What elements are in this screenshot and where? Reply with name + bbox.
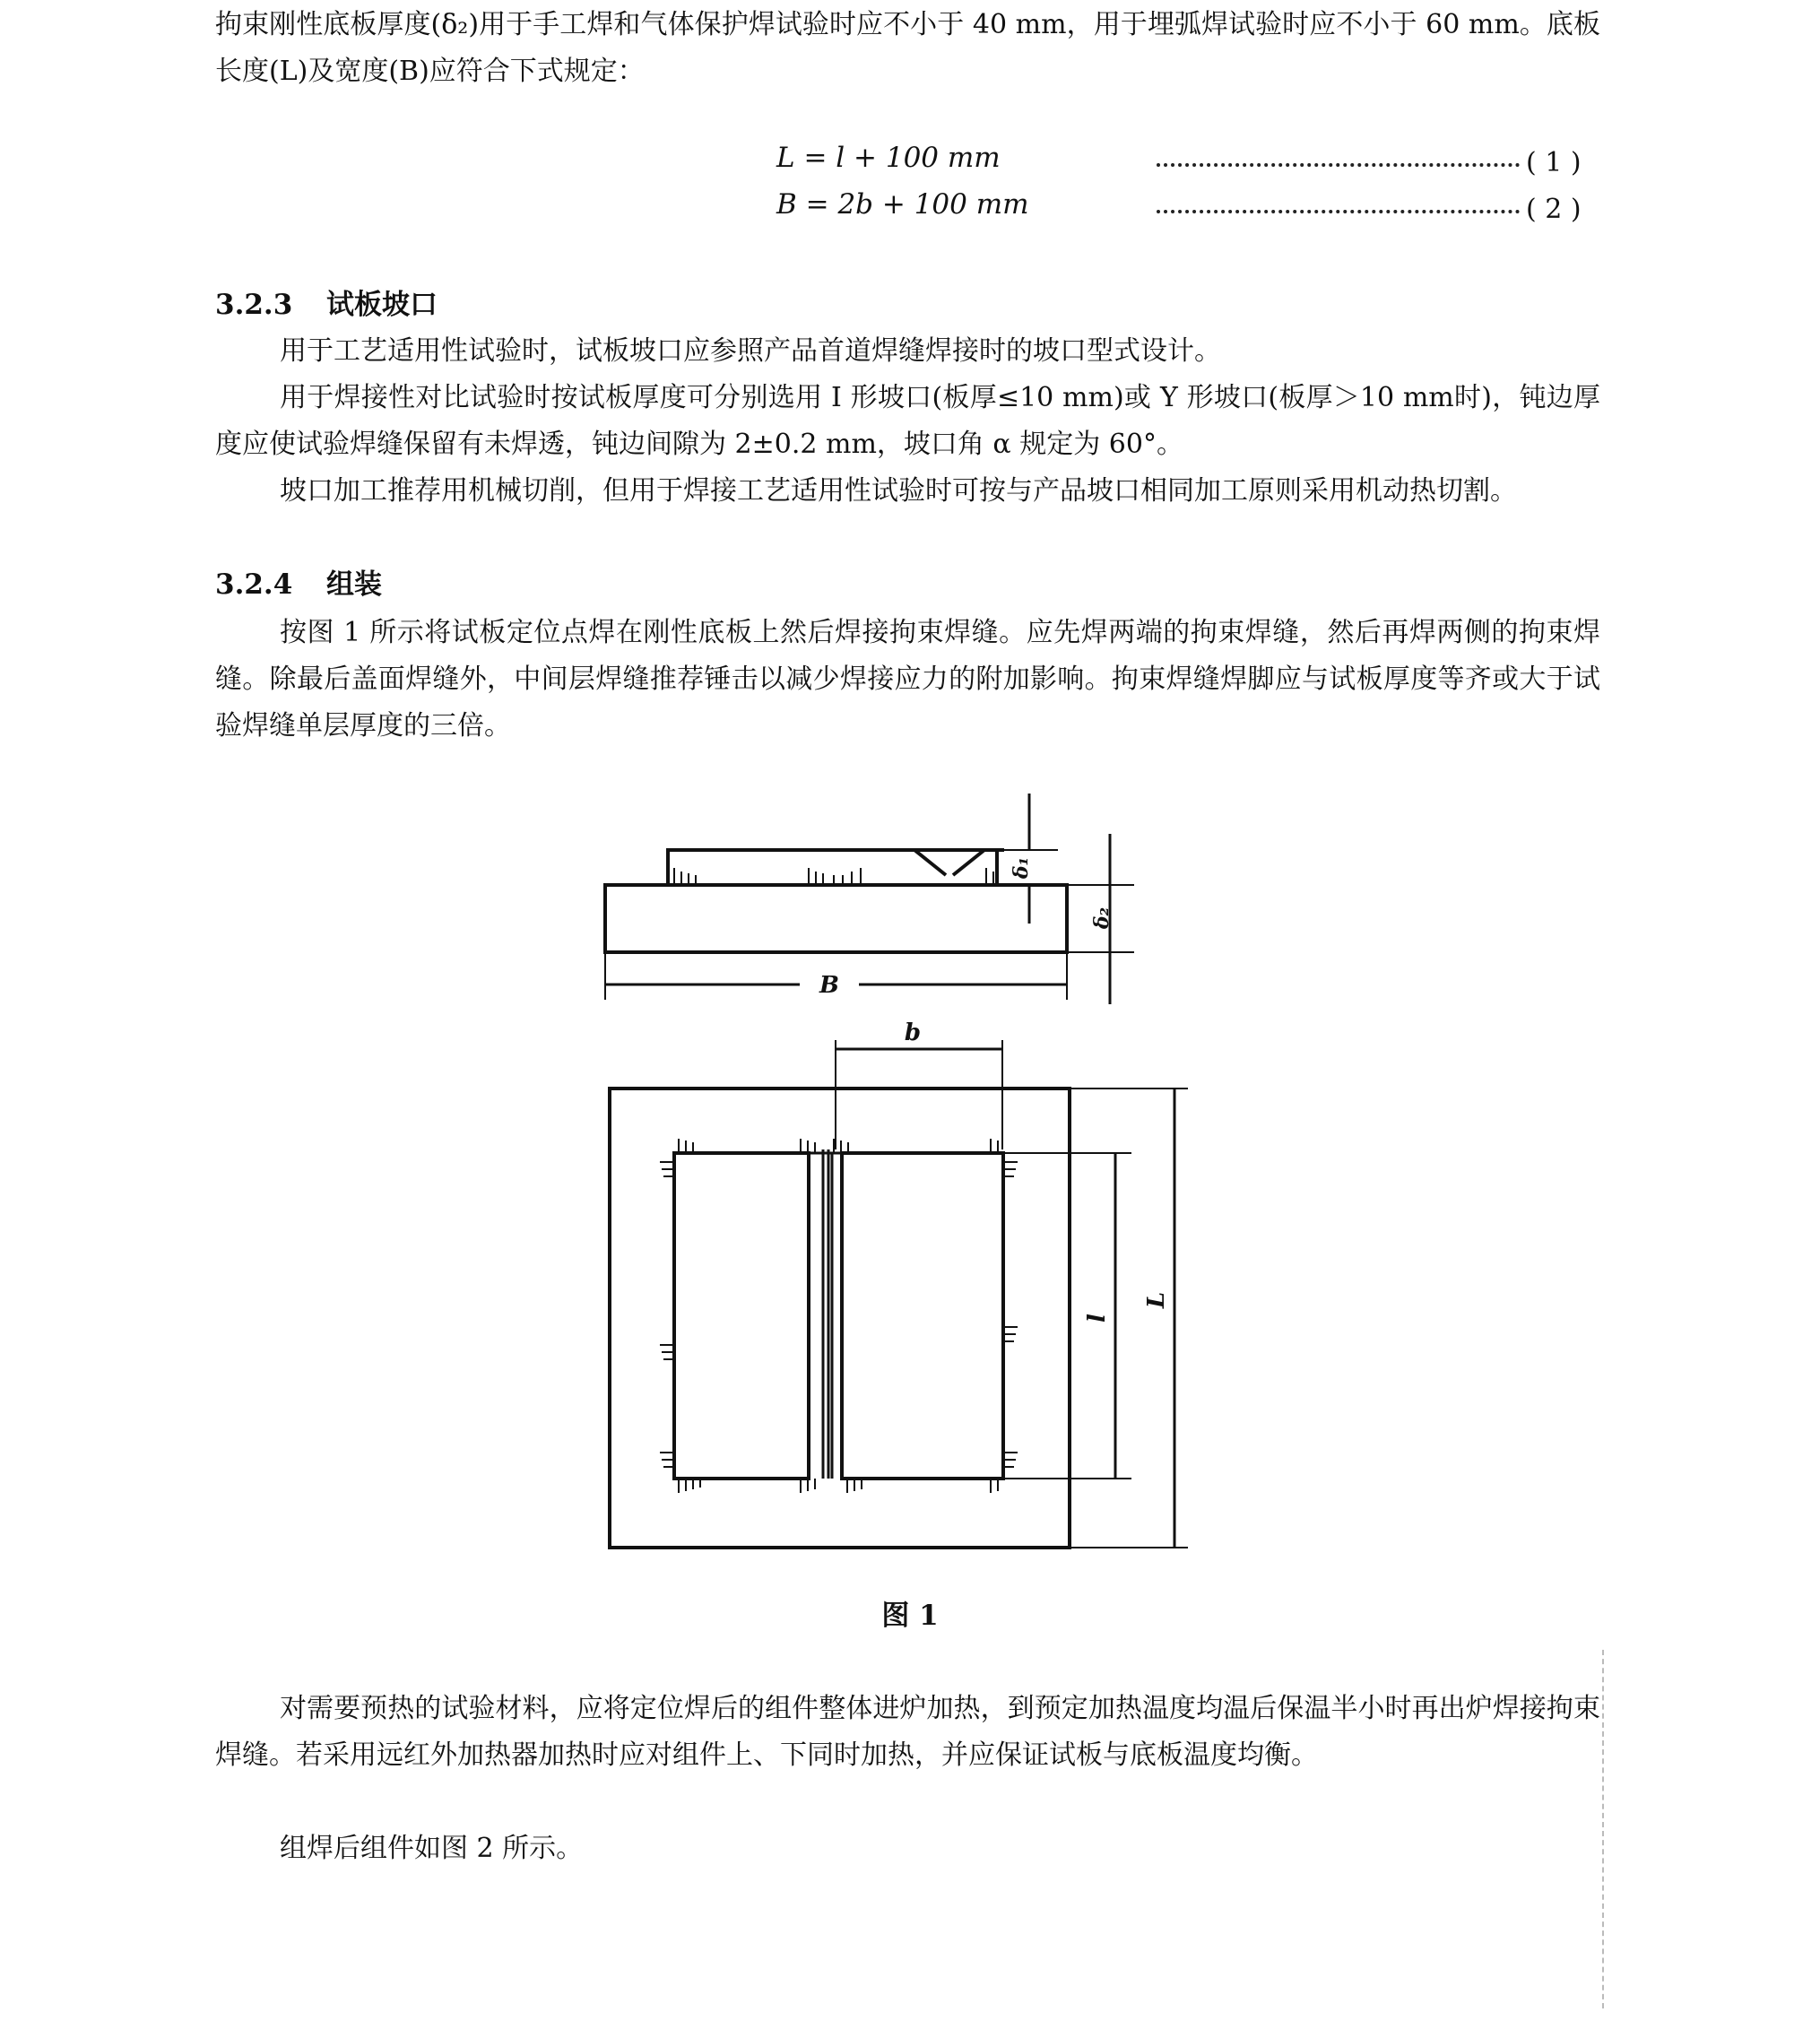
label-l: l <box>1084 1314 1111 1323</box>
section-title: 组装 <box>326 568 382 601</box>
equation-2: B = 2b + 100 mm <box>776 188 1029 221</box>
label-delta1: δ₁ <box>1010 856 1033 880</box>
label-b: b <box>904 1019 922 1046</box>
paragraph-assembly: 按图 1 所示将试板定位点焊在刚性底板上然后焊接拘束焊缝。应先焊两端的拘束焊缝，然后再焊两侧的拘束焊缝。除最后盖面焊缝外，中间层焊缝推荐锤击以减少焊接应力的附加影响。拘束焊缝焊脚应与试板厚度等齐或大于试验焊缝单层厚度的三倍。 <box>215 617 1600 742</box>
equation-2-number: ( 2 ) <box>1526 194 1582 225</box>
test-plate-left-side <box>668 850 1004 885</box>
section-number: 3.2.3 <box>215 289 293 321</box>
paragraph-groove-comparison: 用于焊接性对比试验时按试板厚度可分别选用 I 形坡口(板厚≤10 mm)或 Y 形坡口(板厚＞10 mm时)，钝边厚度应使试验焊缝保留有未焊透，钝边间隙为 2±0.2 mm，坡口角 α 规定为 60°。 <box>215 382 1600 460</box>
paragraph-groove-machining: 坡口加工推荐用机械切削，但用于焊接工艺适用性试验时可按与产品坡口相同加工原则采用机动热切割。 <box>280 475 1517 507</box>
label-delta2: δ₂ <box>1090 906 1114 930</box>
paragraph-figure-2-ref: 组焊后组件如图 2 所示。 <box>280 1833 584 1864</box>
paragraph-base-plate: 拘束刚性底板厚度(δ₂)用于手工焊和气体保护焊试验时应不小于 40 mm，用于埋弧焊试验时应不小于 60 mm。底板长度(L)及宽度(B)应符合下式规定： <box>215 9 1600 87</box>
scan-edge-mark <box>1602 1650 1604 2008</box>
paragraph-preheat: 对需要预热的试验材料，应将定位焊后的组件整体进炉加热，到预定加热温度均温后保温半小时再出炉焊接拘束焊缝。若采用远红外加热器加热时应对组件上、下同时加热，并应保证试板与底板温度均衡。 <box>215 1693 1600 1771</box>
label-L: L <box>1143 1291 1170 1309</box>
weld-marks <box>660 868 1018 1493</box>
equation-1-number: ( 1 ) <box>1526 147 1582 178</box>
label-B: B <box>819 972 839 999</box>
figure-1-caption: 图 1 <box>881 1600 939 1632</box>
equation-1: L = l + 100 mm <box>776 142 1001 174</box>
paragraph-groove-process: 用于工艺适用性试验时，试板坡口应参照产品首道焊缝焊接时的坡口型式设计。 <box>280 335 1221 367</box>
test-plate-left-plan <box>674 1153 809 1479</box>
test-plate-right-plan <box>842 1153 1003 1479</box>
base-plate-side <box>605 885 1067 952</box>
section-number: 3.2.4 <box>215 568 293 601</box>
section-title: 试板坡口 <box>326 289 438 321</box>
